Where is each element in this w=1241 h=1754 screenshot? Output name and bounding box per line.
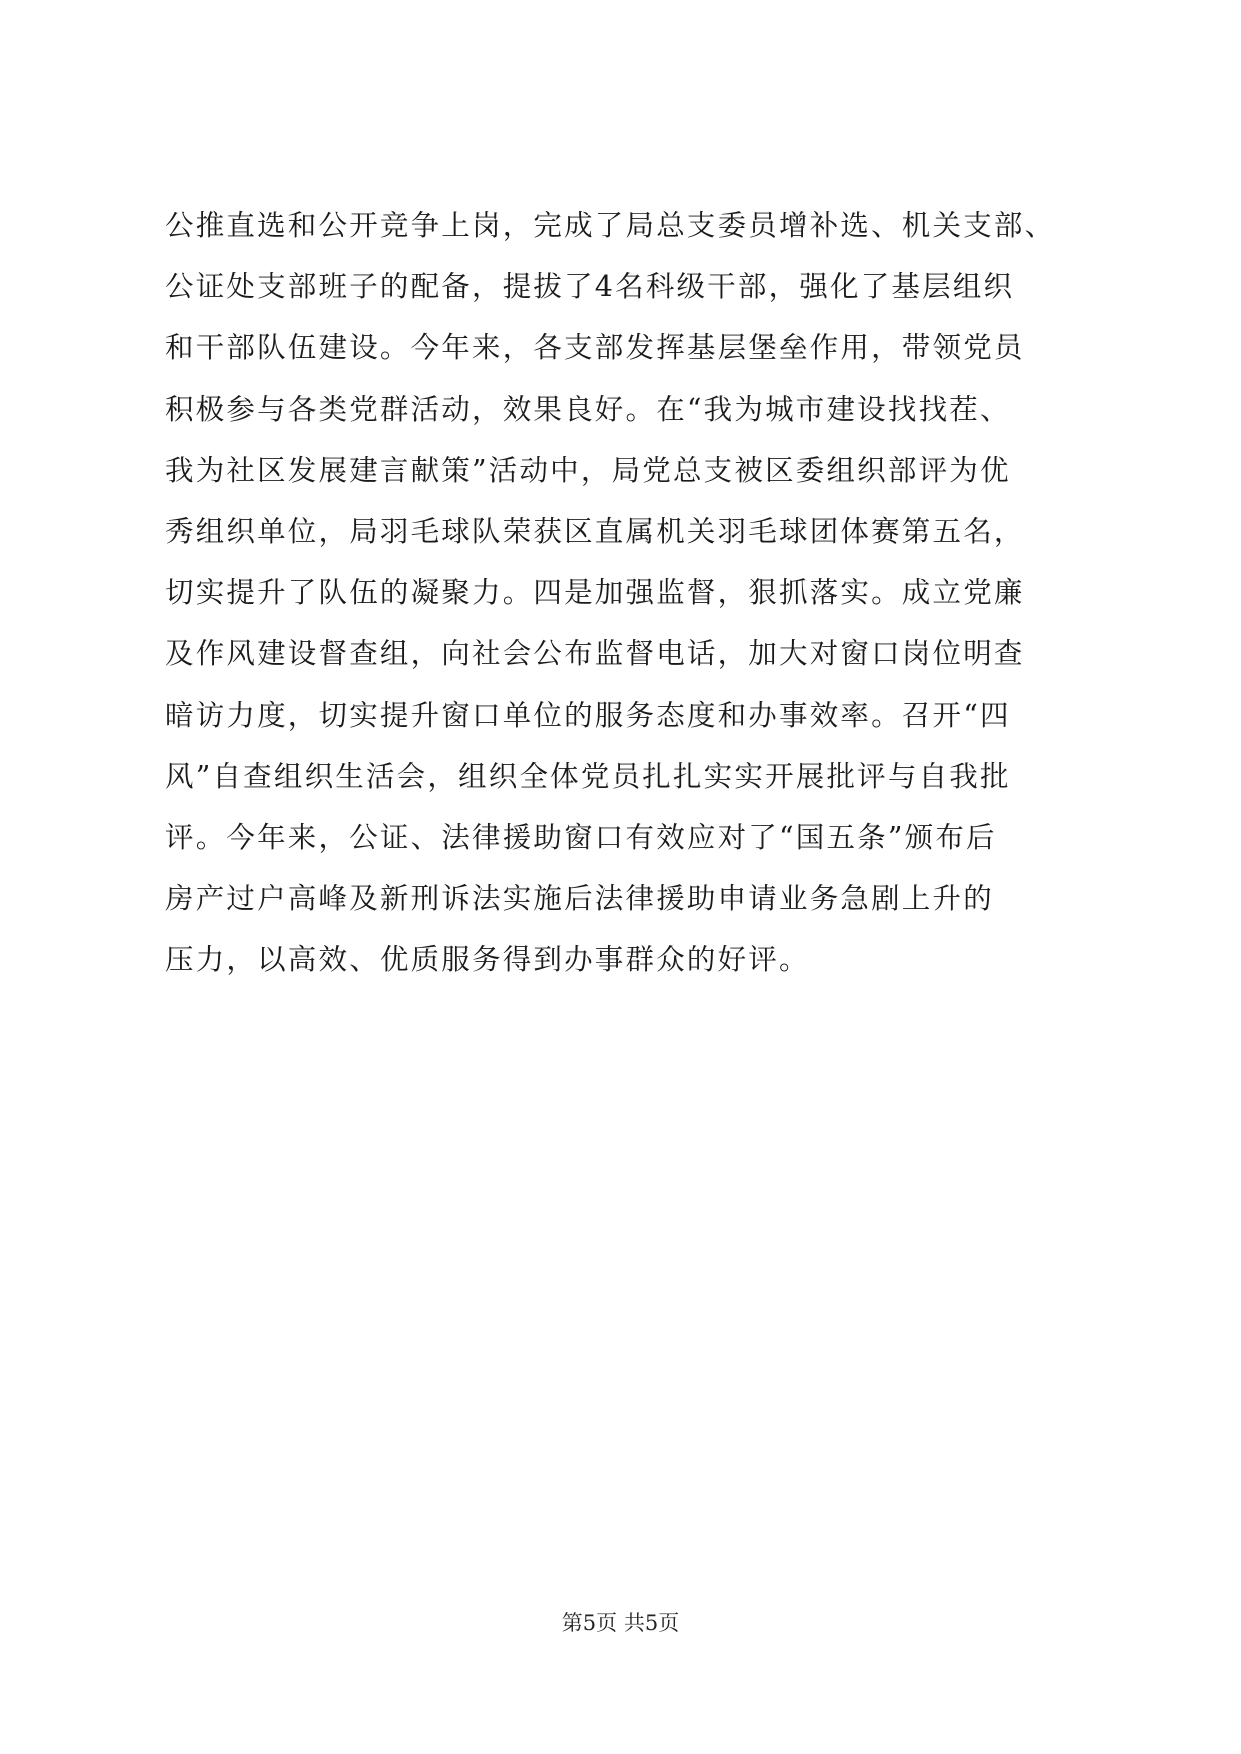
paragraph-line: 房产过户高峰及新刑诉法实施后法律援助申请业务急剧上升的 [165, 882, 994, 916]
paragraph-line: 我为社区发展建言献策”活动中，局党总支被区委组织部评为优 [165, 453, 1011, 487]
paragraph-line: 公证处支部班子的配备，提拔了4名科级干部，强化了基层组织 [165, 270, 1015, 304]
body-paragraph [165, 195, 1085, 990]
paragraph-line: 风”自查组织生活会，组织全体党员扎扎实实开展批评与自我批 [165, 759, 1011, 793]
paragraph-line: 切实提升了队伍的凝聚力。四是加强监督，狠抓落实。成立党廉 [165, 576, 1025, 610]
paragraph-line: 及作风建设督查组，向社会公布监督电话，加大对窗口岗位明查 [165, 637, 1025, 671]
paragraph-line: 评。今年来，公证、法律援助窗口有效应对了“国五条”颁布后 [165, 820, 997, 854]
page-footer [0, 1608, 1241, 1638]
paragraph-line: 秀组织单位，局羽毛球队荣获区直属机关羽毛球团体赛第五名， [165, 514, 1025, 548]
page-number: 第5页 共5页 [561, 1611, 680, 1635]
paragraph-line: 暗访力度，切实提升窗口单位的服务态度和办事效率。召开“四 [165, 698, 1011, 732]
paragraph-line: 压力，以高效、优质服务得到办事群众的好评。 [165, 943, 810, 977]
paragraph-line: 和干部队伍建设。今年来，各支部发挥基层堡垒作用，带领党员 [165, 331, 1025, 365]
paragraph-line: 公推直选和公开竞争上岗，完成了局总支委员增补选、机关支部、 [165, 209, 1056, 242]
paragraph-line: 积极参与各类党群活动，效果良好。在“我为城市建设找找茬、 [165, 392, 1011, 426]
